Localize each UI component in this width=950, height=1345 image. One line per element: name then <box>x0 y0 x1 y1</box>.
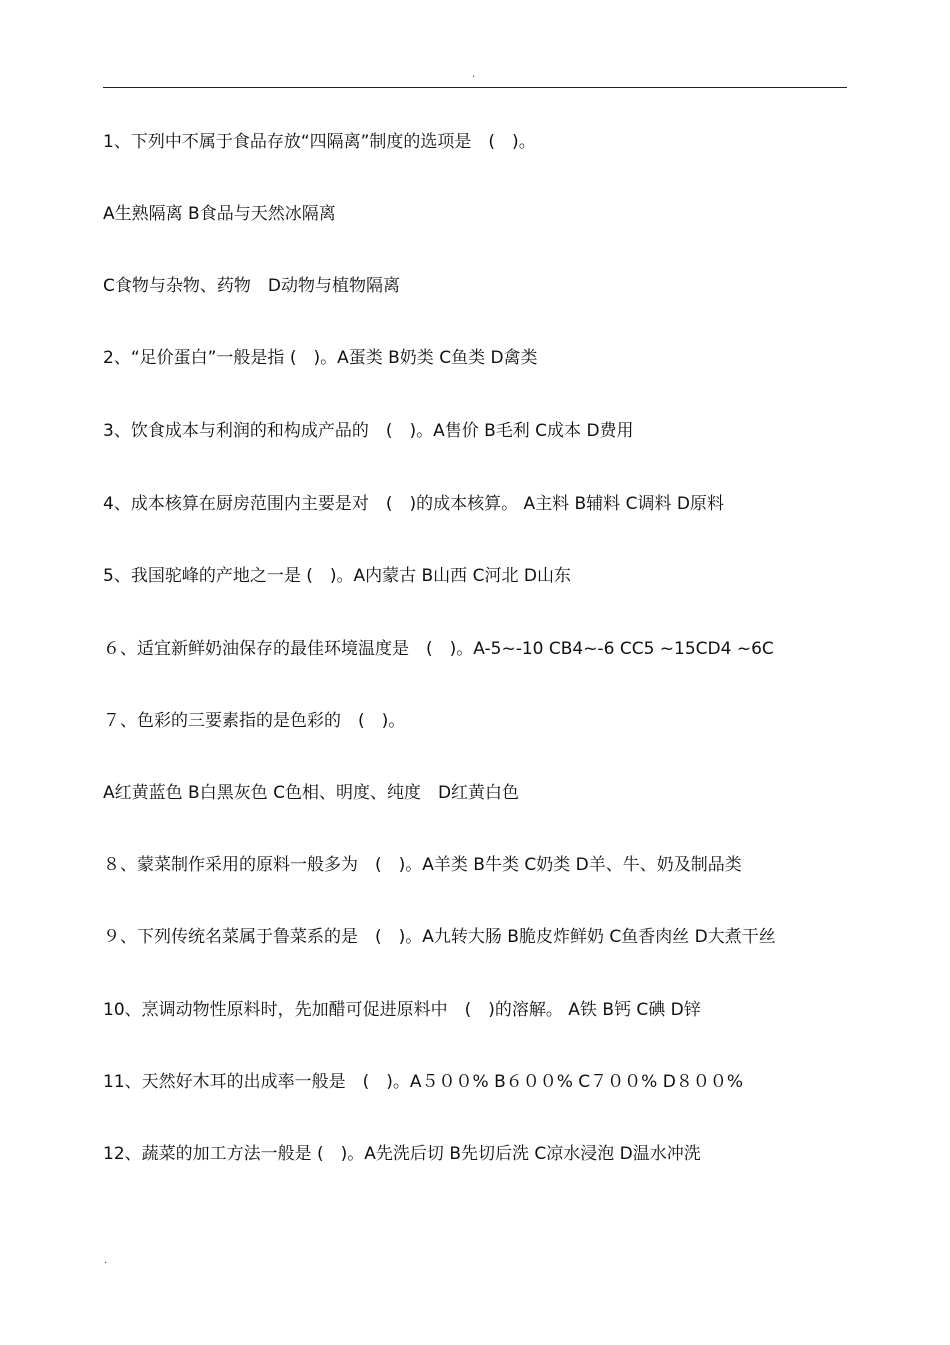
question-9: ９、下列传统名菜属于鲁菜系的是 ( )。A九转大肠 B脆皮炸鲜奶 C鱼香肉丝 D大煮干丝 <box>103 927 776 947</box>
question-2: 2、“足价蛋白”一般是指 ( )。A蛋类 B奶类 C鱼类 D禽类 <box>103 348 538 368</box>
header-mark: . <box>472 69 476 80</box>
question-3: 3、饮食成本与利润的和构成产品的 ( )。A售价 B毛利 C成本 D费用 <box>103 421 634 441</box>
question-7-options: A红黄蓝色 B白黑灰色 C色相、明度、纯度 D红黄白色 <box>103 783 520 803</box>
question-6: ６、适宜新鲜奶油保存的最佳环境温度是 ( )。A-5~-10 CB4~-6 CC5 ~15CD4 ~6C <box>103 639 774 659</box>
footer-mark: . <box>104 1255 108 1266</box>
question-7: ７、色彩的三要素指的是色彩的 ( )。 <box>103 711 406 731</box>
question-4: 4、成本核算在厨房范围内主要是对 ( )的成本核算。 A主料 B辅料 C调料 D原料 <box>103 494 724 514</box>
header-rule <box>103 87 847 88</box>
question-12: 12、蔬菜的加工方法一般是 ( )。A先洗后切 B先切后洗 C凉水浸泡 D温水冲洗 <box>103 1144 701 1164</box>
question-1: 1、下列中不属于食品存放“四隔离”制度的选项是 ( )。 <box>103 132 536 152</box>
question-11: 11、天然好木耳的出成率一般是 ( )。A５００% B６００% C７００% D８００% <box>103 1072 743 1092</box>
question-5: 5、我国驼峰的产地之一是 ( )。A内蒙古 B山西 C河北 D山东 <box>103 566 571 586</box>
question-1-options-ab: A生熟隔离 B食品与天然冰隔离 <box>103 204 336 224</box>
question-8: ８、蒙菜制作采用的原料一般多为 ( )。A羊类 B牛类 C奶类 D羊、牛、奶及制品类 <box>103 855 742 875</box>
question-10: 10、烹调动物性原料时，先加醋可促进原料中 ( )的溶解。 A铁 B钙 C碘 D锌 <box>103 1000 701 1020</box>
question-1-options-cd: C食物与杂物、药物 D动物与植物隔离 <box>103 276 400 296</box>
